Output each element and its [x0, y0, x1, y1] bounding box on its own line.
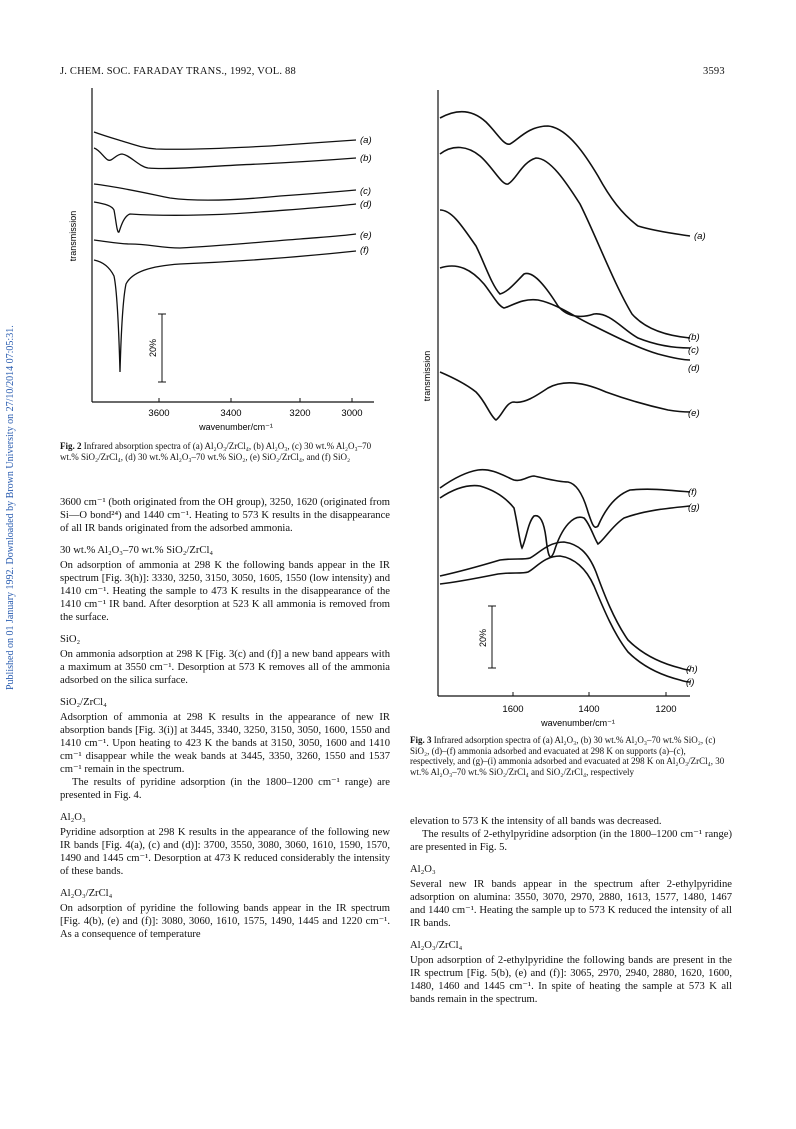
left-p2: On adsorption of ammonia at 298 K the following bands appear in the IR spectrum [Fig. 3(h)]: 3330, 3250, 3150, 3050, 1605, 1550 (low intensity) and 1410 cm⁻¹. Heating the sample to 473 K results in the disappearance of the 1410 cm⁻¹ IR band. After desorption at 523 K all ammonia is removed from the surface. [60, 560, 390, 623]
fig2-caption-text: Infrared absorption spectra of (a) Al₂O₃/ZrCl₄, (b) Al₂O₃, (c) 30 wt.% Al₂O₃–70 wt.% SiO₂/ZrCl₄, (d) 30 wt.% Al₂O₃–70 wt.% SiO₂, (e) SiO₂/ZrCl₄, and (f) SiO₂ [60, 441, 372, 462]
left-heading-3: SiO₂/ZrCl₄ [60, 697, 107, 708]
left-heading-4: Al₂O₃ [60, 812, 86, 823]
fig3-scale-label: 20% [478, 628, 488, 648]
fig2-tick-3400: 3400 [220, 408, 242, 419]
fig3-curve-c [440, 210, 690, 348]
fig3-curve-g [440, 486, 690, 557]
left-p3: On ammonia adsorption at 298 K [Fig. 3(c) and (f)] a new band appears with a maximum at 3550 cm⁻¹. Desorption at 573 K removes all of the ammonia adsorbed on the silica surface. [60, 649, 390, 686]
left-heading-2: SiO₂ [60, 634, 81, 645]
fig3-label-f: (f) [688, 487, 697, 498]
left-column [60, 496, 390, 941]
fig3-caption [410, 735, 732, 777]
left-p7: On adsorption of pyridine the following bands appear in the IR spectrum [Fig. 4(b), (e) and (f)]: 3080, 3060, 1610, 1575, 1490, 1445 and 1220 cm⁻¹. As a consequence of temperature [60, 903, 390, 940]
fig2-curve-d [94, 202, 356, 232]
fig3-curve-h [440, 542, 690, 670]
fig3-label-d: (d) [688, 363, 700, 374]
fig2-curve-a [94, 132, 356, 149]
left-p5: The results of pyridine adsorption (in the 1800–1200 cm⁻¹ range) are presented in Fig. 4. [60, 777, 390, 801]
fig2-label-d: (d) [360, 199, 372, 210]
fig2-caption [60, 441, 390, 462]
right-p1: elevation to 573 K the intensity of all bands was decreased. [410, 816, 662, 827]
right-heading-1: Al₂O₃ [410, 864, 436, 875]
fig2-x-label: wavenumber/cm⁻¹ [199, 422, 273, 432]
left-heading-5: Al₂O₃/ZrCl₄ [60, 888, 113, 899]
right-heading-2: Al₂O₃/ZrCl₄ [410, 940, 463, 951]
fig3-label-a: (a) [694, 231, 706, 242]
fig2-tick-3000: 3000 [341, 408, 363, 419]
fig3-curve-e [440, 372, 690, 420]
fig3-label-e: (e) [688, 408, 700, 419]
fig2-scale-label: 20% [148, 338, 158, 358]
fig2-tick-3600: 3600 [148, 408, 170, 419]
fig3-caption-text: Infrared adsorption spectra of (a) Al₂O₃, (b) 30 wt.% Al₂O₃–70 wt.% SiO₂, (c) SiO₂, (d)–(f) ammonia adsorbed and evacuated at 298 K on supports (a)–(c), respectively, and (g)–(i) ammonia adsorbed and evacuated at 298 K on Al₂O₃/ZrCl₄, 30 wt.% Al₂O₃–70 wt.% SiO₂/ZrCl₄ and SiO₂/ZrCl₄, respectively [410, 735, 725, 777]
fig3-label-i: (i) [686, 677, 695, 688]
fig3-y-label: transmission [422, 350, 432, 402]
journal-header: J. CHEM. SOC. FARADAY TRANS., 1992, VOL. 88 [60, 66, 296, 77]
fig2-label-c: (c) [360, 186, 372, 197]
fig2-tick-3200: 3200 [289, 408, 311, 419]
right-p4: Upon adsorption of 2-ethylpyridine the following bands are present in the IR spectrum [Fig. 5(b), (e) and (f)]: 3065, 2970, 2940, 2880, 1620, 1600, 1480, 1460 and 1445 cm⁻¹. In spite of heating the sample at 573 K all bands remain in the spectrum. [410, 955, 732, 1005]
right-p3: Several new IR bands appear in the spectrum after 2-ethylpyridine adsorption on alumina: 3550, 3070, 2970, 2880, 1613, 1577, 1480, 1467 and 1440 cm⁻¹. Heating the sample up to 573 K reduced the intensity of all IR bands. [410, 879, 732, 929]
right-column [410, 815, 732, 1006]
fig2-label-f: (f) [360, 245, 369, 256]
fig2-curve-c [94, 184, 356, 200]
fig2-curve-b [94, 148, 356, 169]
fig3-label-c: (c) [688, 345, 700, 356]
fig2-label-a: (a) [360, 135, 372, 146]
left-p6: Pyridine adsorption at 298 K results in the appearance of the following new IR bands [Fig. 4(a), (c) and (d)]: 3700, 3550, 3080, 3060, 1610, 1590, 1570, 1490 and 1445 cm⁻¹. Desorption at 473 K reduced considerably the intensity of these bands. [60, 827, 390, 877]
right-p2: The results of 2-ethylpyridine adsorption (in the 1800–1200 cm⁻¹ range) are presented in Fig. 5. [410, 829, 732, 853]
fig3-curve-a [440, 112, 690, 236]
fig3-label-b: (b) [688, 332, 700, 343]
fig2-curve-f [94, 251, 356, 372]
fig3-tick-1600: 1600 [502, 704, 524, 715]
fig3-label-h: (h) [686, 664, 698, 675]
fig3-curve-f [440, 470, 690, 528]
fig3-label-g: (g) [688, 502, 700, 513]
fig3-curve-b [440, 147, 690, 338]
fig3-curve-i [440, 556, 690, 682]
side-note-text: Published on 01 January 1992. Downloaded by Brown University on 27/10/2014 07:05:31. [5, 325, 16, 690]
fig3-tick-1200: 1200 [655, 704, 677, 715]
fig3-caption-label: Fig. 3 [410, 735, 432, 745]
fig2-caption-label: Fig. 2 [60, 441, 82, 451]
figure-2 [60, 86, 390, 438]
download-side-note [3, 270, 19, 690]
fig2-y-label: transmission [68, 210, 78, 262]
left-p1: 3600 cm⁻¹ (both originated from the OH group), 3250, 1620 (originated from Si—O bond²⁴) and 1440 cm⁻¹. Heating to 573 K results in the disappearance of all IR bands originated from the adsorbed ammonia. [60, 497, 390, 534]
figure-3 [418, 86, 718, 732]
page-number: 3593 [703, 66, 725, 77]
fig2-label-b: (b) [360, 153, 372, 164]
fig2-curve-e [94, 234, 356, 248]
fig3-x-label: wavenumber/cm⁻¹ [541, 718, 615, 728]
left-heading-1: 30 wt.% Al₂O₃–70 wt.% SiO₂/ZrCl₄ [60, 545, 214, 556]
fig3-tick-1400: 1400 [578, 704, 600, 715]
fig2-label-e: (e) [360, 230, 372, 241]
left-p4: Adsorption of ammonia at 298 K results in the appearance of new IR absorption bands [Fig. 3(i)] at 3445, 3340, 3250, 3150, 3050, 1600, 1550 and 1410 cm⁻¹. Upon heating to 423 K the bands at 3150, 3050, 1600 and 1410 cm⁻¹ disappear while the weak bands at 3445, 3350, 3260, 1550 and 1537 cm⁻¹ remain in the spectrum. [60, 712, 390, 775]
